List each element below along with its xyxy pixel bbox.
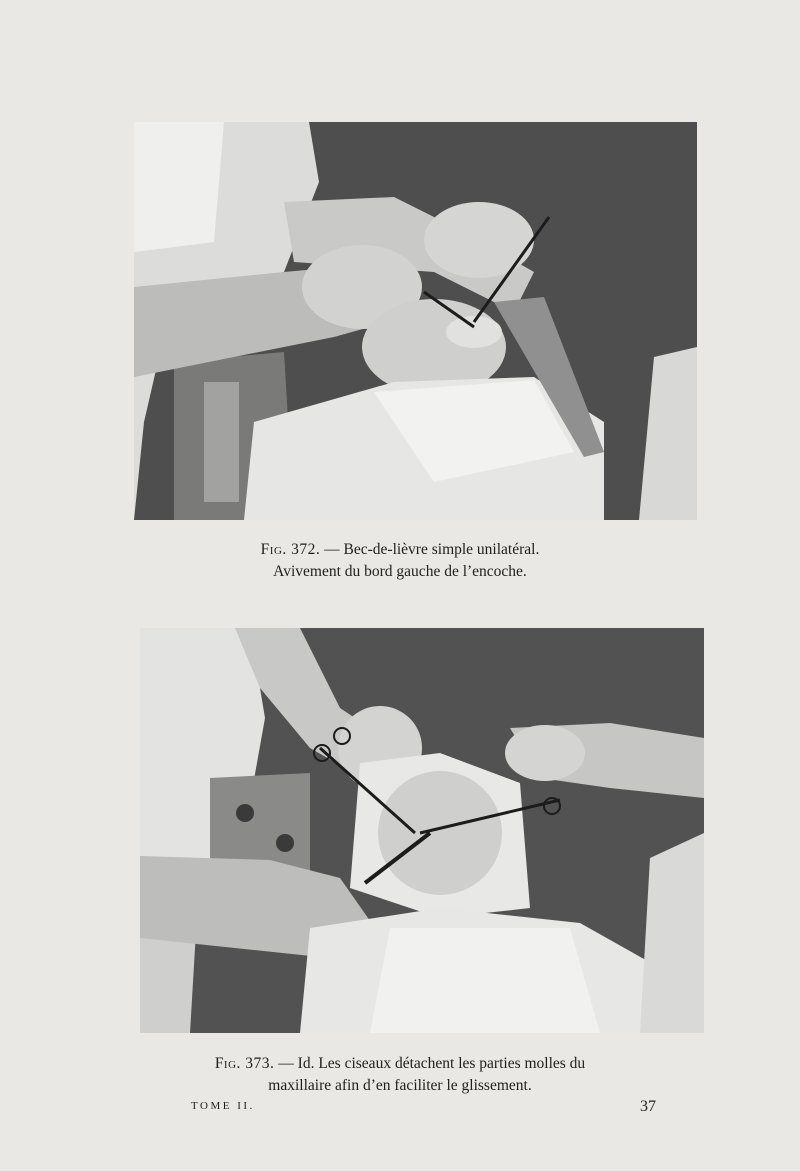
figure-373-caption-line-1	[0, 1053, 800, 1075]
figure-372-caption-text-1: — Bec-de-lièvre simple unilatéral.	[324, 541, 540, 558]
figure-373-image	[140, 628, 704, 1033]
figure-372-image	[134, 122, 697, 520]
figure-373-caption-line-2: maxillaire afin d’en faciliter le glissement.	[268, 1077, 532, 1094]
figure-373-caption-text-1: — Id. Les ciseaux détachent les parties molles du	[278, 1055, 586, 1072]
figure-372-caption	[0, 539, 800, 583]
figure-373-photograph	[140, 628, 704, 1033]
figure-372-caption-line-2: Avivement du bord gauche de l’encoche.	[273, 563, 527, 580]
page-number: 37	[640, 1098, 656, 1115]
figure-373-label: Fig. 373.	[214, 1055, 275, 1072]
figure-372-caption-line-1	[0, 539, 800, 561]
volume-label: TOME II.	[191, 1100, 255, 1112]
figure-372-label: Fig. 372.	[260, 541, 321, 558]
figure-373-caption	[0, 1053, 800, 1097]
figure-372-photograph	[134, 122, 697, 520]
